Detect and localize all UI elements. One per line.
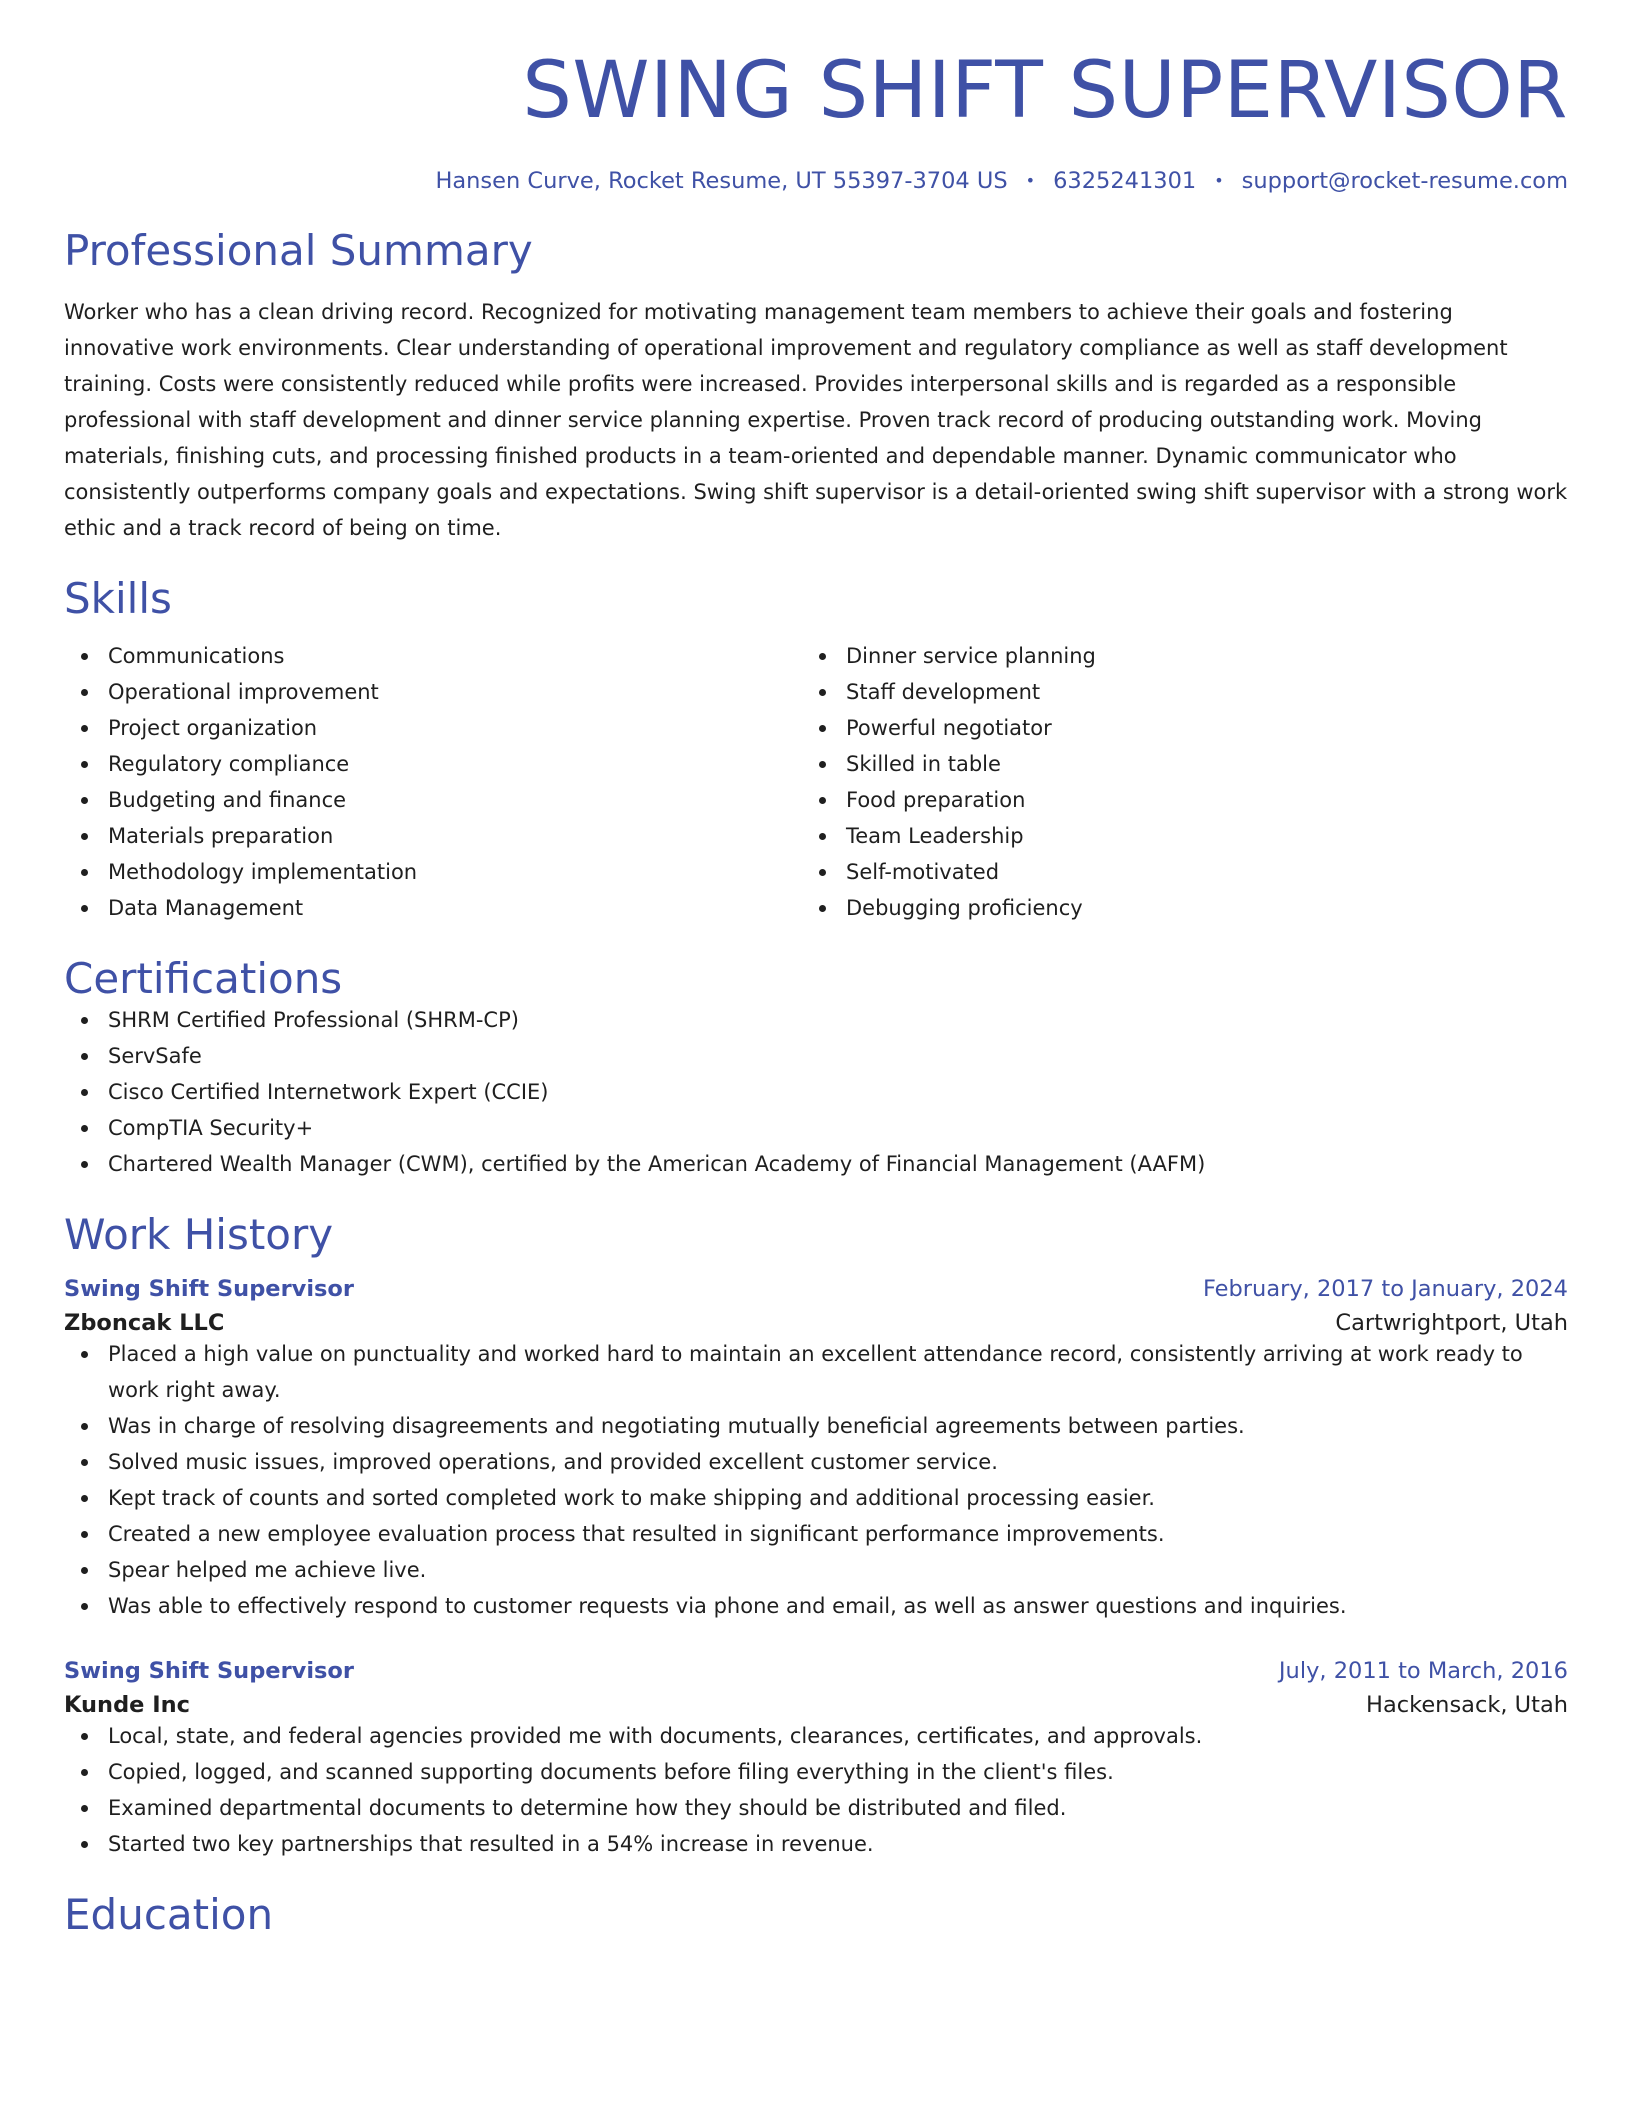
skill-item: Self-motivated bbox=[802, 854, 1540, 890]
job-header-row bbox=[64, 1658, 1568, 1684]
job-duties-list bbox=[64, 1336, 1568, 1624]
job-entry bbox=[64, 1276, 1568, 1624]
certifications-heading: Certifications bbox=[64, 953, 343, 1003]
certifications-section bbox=[64, 953, 1568, 1182]
summary-section bbox=[64, 225, 1568, 546]
job-location: Hackensack, Utah bbox=[1366, 1692, 1568, 1719]
skills-columns bbox=[64, 638, 1568, 926]
job-company-row bbox=[64, 1692, 1568, 1718]
contact-separator: • bbox=[1214, 170, 1224, 190]
certification-item: Cisco Certified Internetwork Expert (CCIE) bbox=[64, 1074, 1568, 1110]
job-duty-item: Examined departmental documents to determine how they should be distributed and filed. bbox=[64, 1790, 1568, 1826]
resume-header bbox=[64, 46, 1568, 194]
certification-item: SHRM Certified Professional (SHRM-CP) bbox=[64, 1002, 1568, 1038]
skills-section bbox=[64, 573, 1568, 926]
certification-item: CompTIA Security+ bbox=[64, 1110, 1568, 1146]
skill-item: Skilled in table bbox=[802, 746, 1540, 782]
contact-separator: • bbox=[1025, 170, 1036, 190]
skill-item: Dinner service planning bbox=[802, 638, 1540, 674]
skills-heading: Skills bbox=[64, 573, 172, 623]
skill-item: Budgeting and finance bbox=[64, 782, 802, 818]
certifications-list bbox=[64, 1002, 1568, 1182]
skill-item: Project organization bbox=[64, 710, 802, 746]
education-heading: Education bbox=[64, 1890, 274, 1940]
skill-item: Team Leadership bbox=[802, 818, 1540, 854]
job-duty-item: Started two key partnerships that resulted in a 54% increase in revenue. bbox=[64, 1826, 1568, 1862]
job-entry bbox=[64, 1658, 1568, 1862]
certification-item: ServSafe bbox=[64, 1038, 1568, 1074]
summary-heading: Professional Summary bbox=[64, 225, 533, 275]
contact-line bbox=[64, 168, 1568, 194]
job-header-row bbox=[64, 1276, 1568, 1302]
skills-list-left bbox=[64, 638, 802, 926]
job-duty-item: Was in charge of resolving disagreements and negotiating mutually beneficial agreements between parties. bbox=[64, 1408, 1568, 1444]
skill-item: Regulatory compliance bbox=[64, 746, 802, 782]
skills-list-right bbox=[802, 638, 1540, 926]
skill-item: Debugging proficiency bbox=[802, 890, 1540, 926]
job-dates: July, 2011 to March, 2016 bbox=[1278, 1658, 1568, 1685]
job-duties-list bbox=[64, 1718, 1568, 1862]
candidate-name: SWING SHIFT SUPERVISOR bbox=[522, 46, 1568, 136]
job-duty-item: Placed a high value on punctuality and worked hard to maintain an excellent attendance record, consistently arriving at work ready to work right away. bbox=[64, 1336, 1568, 1408]
skill-item: Staff development bbox=[802, 674, 1540, 710]
skill-item: Operational improvement bbox=[64, 674, 802, 710]
job-duty-item: Created a new employee evaluation process that resulted in significant performance improvements. bbox=[64, 1516, 1568, 1552]
job-duty-item: Solved music issues, improved operations, and provided excellent customer service. bbox=[64, 1444, 1568, 1480]
job-duty-item: Spear helped me achieve live. bbox=[64, 1552, 1568, 1588]
summary-text: Worker who has a clean driving record. Recognized for motivating management team members to achieve their goals and fostering innovative work environments. Clear understanding of operational improvement and regulatory compliance as well as staff development training. Costs were consistently reduced while profits were increased. Provides interpersonal skills and is regarded as a responsible professional with staff development and dinner service planning expertise. Proven track record of producing outstanding work. Moving materials, finishing cuts, and processing finished products in a team-oriented and dependable manner. Dynamic communicator who consistently outperforms company goals and expectations. Swing shift supervisor is a detail-oriented swing shift supervisor with a strong work ethic and a track record of being on time. bbox=[64, 299, 1568, 540]
contact-email: support@rocket-resume.com bbox=[1241, 167, 1568, 194]
skill-item: Communications bbox=[64, 638, 802, 674]
job-title: Swing Shift Supervisor bbox=[64, 1276, 354, 1303]
contact-phone: 6325241301 bbox=[1053, 167, 1197, 194]
job-duty-item: Copied, logged, and scanned supporting documents before filing everything in the client's files. bbox=[64, 1754, 1568, 1790]
job-company: Zboncak LLC bbox=[64, 1310, 225, 1337]
skill-item: Materials preparation bbox=[64, 818, 802, 854]
job-location: Cartwrightport, Utah bbox=[1335, 1310, 1568, 1337]
work-history-section bbox=[64, 1212, 1568, 1862]
job-company-row bbox=[64, 1310, 1568, 1336]
skill-item: Food preparation bbox=[802, 782, 1540, 818]
contact-address: Hansen Curve, Rocket Resume, UT 55397-3704 US bbox=[435, 167, 1008, 194]
skill-item: Powerful negotiator bbox=[802, 710, 1540, 746]
job-dates: February, 2017 to January, 2024 bbox=[1202, 1276, 1568, 1303]
skill-item: Data Management bbox=[64, 890, 802, 926]
education-section bbox=[64, 1892, 1568, 1938]
job-duty-item: Kept track of counts and sorted completed work to make shipping and additional processing easier. bbox=[64, 1480, 1568, 1516]
job-duty-item: Was able to effectively respond to customer requests via phone and email, as well as answer questions and inquiries. bbox=[64, 1588, 1568, 1624]
skill-item: Methodology implementation bbox=[64, 854, 802, 890]
work-history-heading: Work History bbox=[64, 1210, 334, 1260]
job-duty-item: Local, state, and federal agencies provided me with documents, clearances, certificates, and approvals. bbox=[64, 1718, 1568, 1754]
certification-item: Chartered Wealth Manager (CWM), certified by the American Academy of Financial Management (AAFM) bbox=[64, 1146, 1568, 1182]
job-company: Kunde Inc bbox=[64, 1692, 191, 1719]
job-title: Swing Shift Supervisor bbox=[64, 1658, 354, 1685]
